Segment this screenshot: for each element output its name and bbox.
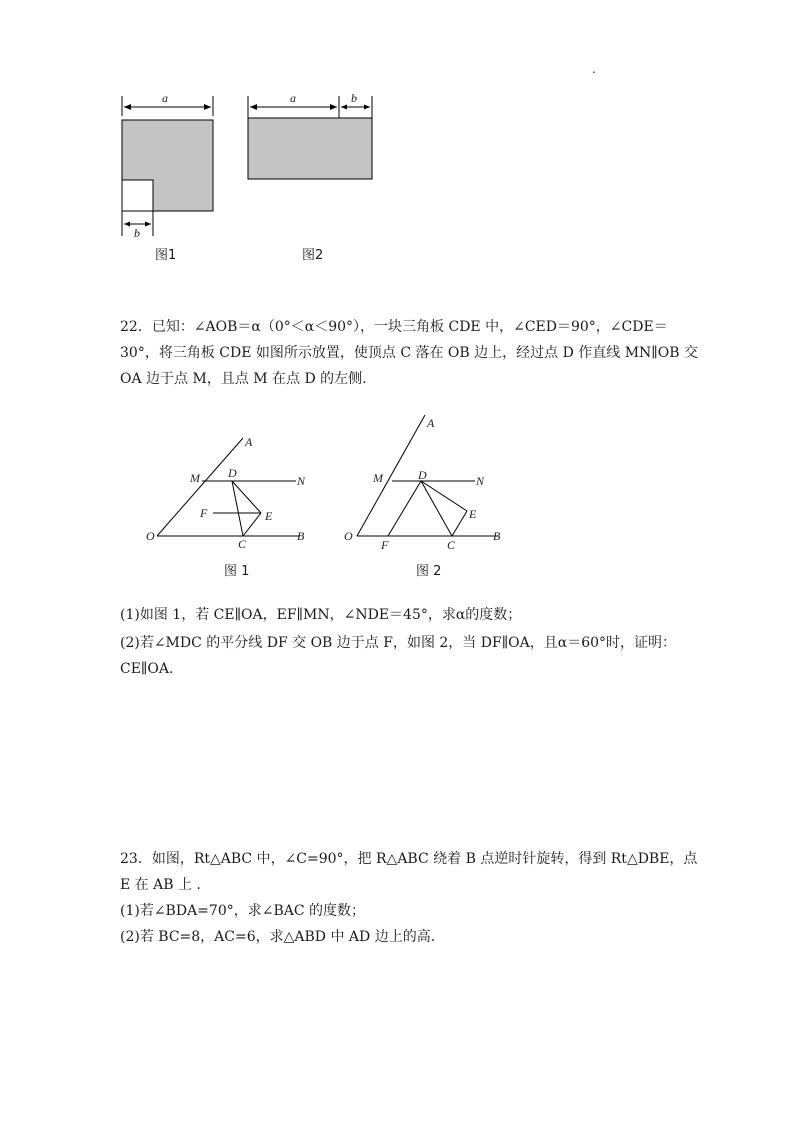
q22-part-2-line-1: (2)若∠MDC 的平分线 DF 交 OB 边于点 F，如图 2，当 DF∥OA，且α＝60°时，证明：: [120, 635, 677, 651]
f1-M: M: [190, 471, 200, 485]
q22-part-2-line-2: CE∥OA.: [120, 661, 174, 677]
f2-A: A: [427, 416, 435, 430]
f2-F: F: [381, 538, 389, 552]
top-figure-2: [248, 91, 372, 179]
f2-E: E: [469, 507, 477, 521]
rectangle: [248, 118, 372, 179]
f1-D: D: [228, 466, 237, 480]
page-mark: .: [592, 62, 596, 76]
f2-M: M: [373, 471, 383, 485]
fig2-label-b: b: [351, 91, 357, 105]
top-figure-1: [122, 91, 213, 240]
q22-part-1: (1)如图 1，若 CE∥OA，EF∥MN，∠NDE＝45°，求α的度数；: [120, 607, 522, 623]
q22-figure-2: [344, 415, 501, 552]
q23-part-1: (1)若∠BDA=70°，求∠BAC 的度数；: [120, 903, 366, 919]
top-fig1-caption: 图1: [155, 248, 177, 263]
f2-B: B: [493, 529, 501, 543]
q23-part-2: (2)若 BC=8，AC=6，求△ABD 中 AD 边上的高.: [120, 929, 436, 945]
q22-fig1-caption: 图 1: [224, 564, 250, 579]
q22-line-3: OA 边于点 M，且点 M 在点 D 的左侧.: [120, 371, 367, 387]
small-square: [122, 180, 153, 211]
q22-figure-1: [146, 435, 306, 551]
f2-C: C: [447, 538, 456, 552]
f1-B: B: [297, 529, 305, 543]
f2-O: O: [344, 529, 353, 543]
q23-line-2: E 在 AB 上 .: [120, 877, 201, 893]
q23-line-1: 23．如图，Rt△ABC 中，∠C=90°，把 R△ABC 绕着 B 点逆时针旋转，得到 Rt△DBE，点: [120, 851, 698, 867]
f2-D: D: [418, 468, 427, 482]
f2-N: N: [476, 474, 485, 488]
q22-line-2: 30°，将三角板 CDE 如图所示放置，使顶点 C 落在 OB 边上，经过点 D 作直线 MN∥OB 交: [120, 345, 698, 361]
top-fig2-caption: 图2: [302, 248, 324, 263]
fig2-label-a: a: [290, 91, 296, 105]
fig1-label-b: b: [134, 226, 140, 240]
f1-O: O: [146, 529, 155, 543]
f1-C: C: [238, 537, 247, 551]
f1-A: A: [245, 435, 253, 449]
f1-F: F: [200, 506, 208, 520]
q22-fig2-caption: 图 2: [416, 564, 442, 579]
area-figures: [110, 88, 390, 248]
f1-N: N: [297, 474, 306, 488]
f1-E: E: [265, 509, 273, 523]
q22-line-1: 22．已知：∠AOB＝α（0°＜α＜90°），一块三角板 CDE 中，∠CED＝90°，∠CDE＝: [120, 319, 668, 335]
q22-figures: [140, 410, 520, 558]
fig1-label-a: a: [162, 91, 168, 105]
